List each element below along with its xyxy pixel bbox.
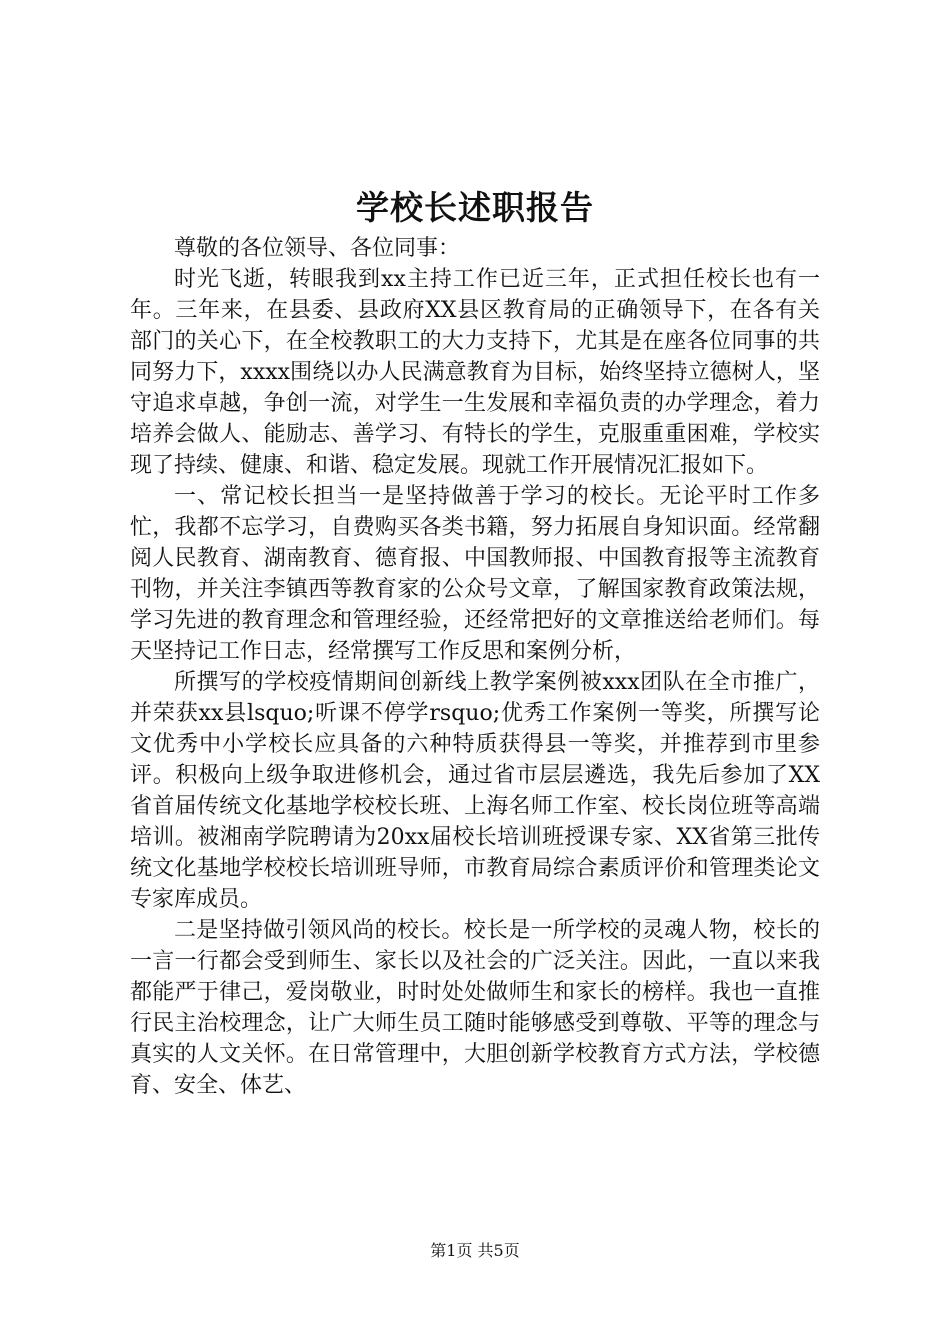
section-two-paragraph: 二是坚持做引领风尚的校长。校长是一所学校的灵魂人物，校长的一言一行都会受到师生、家长以及社会的广泛关注。因此，一直以来我都能严于律己，爱岗敬业，时时处处做师生和家长的榜样。我也一直推行民主治校理念，让广大师生员工随时能够感受到尊敬、平等的理念与真实的人文关怀。在日常管理中，大胆创新学校教育方式方法，学校德育、安全、体艺、: [130, 918, 820, 1098]
document-body: [130, 233, 820, 1101]
intro-paragraph: 时光飞逝，转眼我到xx主持工作已近三年，正式担任校长也有一年。三年来，在县委、县政府XX县区教育局的正确领导下，在各有关部门的关心下，在全校教职工的大力支持下，尤其是在座各位同事的共同努力下，xxxx围绕以办人民满意教育为目标，始终坚持立德树人，坚守追求卓越，争创一流，对学生一生发展和幸福负责的办学理念，着力培养会做人、能励志、善学习、有特长的学生，克服重重困难，学校实现了持续、健康、和谐、稳定发展。现就工作开展情况汇报如下。: [130, 267, 820, 478]
salutation-paragraph: 尊敬的各位领导、各位同事：: [174, 236, 461, 261]
document-title: 学校长述职报告: [356, 188, 594, 227]
page-footer: 第1页 共5页: [430, 1241, 520, 1260]
achievements-paragraph: 所撰写的学校疫情期间创新线上教学案例被xxx团队在全市推广，并荣获xx县lsquo;听课不停学rsquo;优秀工作案例一等奖，所撰写论文优秀中小学校长应具备的六种特质获得县一等奖，并推荐到市里参评。积极向上级争取进修机会，通过省市层层遴选，我先后参加了XX省首届传统文化基地学校校长班、上海名师工作室、校长岗位班等高端培训。被湘南学院聘请为20xx届校长培训班授课专家、XX省第三批传统文化基地学校校长培训班导师，市教育局综合素质评价和管理类论文专家库成员。: [130, 670, 820, 912]
section-one-paragraph: 一、常记校长担当一是坚持做善于学习的校长。无论平时工作多忙，我都不忘学习，自费购买各类书籍，努力拓展自身知识面。经常翻阅人民教育、湖南教育、德育报、中国教师报、中国教育报等主流教育刊物，并关注李镇西等教育家的公众号文章，了解国家教育政策法规，学习先进的教育理念和管理经验，还经常把好的文章推送给老师们。每天坚持记工作日志，经常撰写工作反思和案例分析，: [130, 484, 820, 664]
